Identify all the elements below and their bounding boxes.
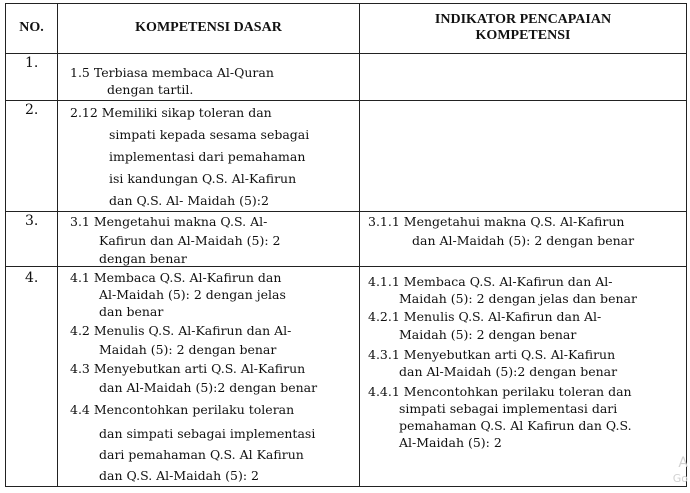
table-border-bottom	[5, 486, 687, 487]
row-4-ind-line-4: Maidah (5): 2 dengan benar	[399, 327, 577, 342]
row-4-ind-line-8: simpati sebagai implementasi dari	[399, 401, 618, 416]
row-1-number: 1.	[25, 55, 39, 71]
header-indikator-line-1: INDIKATOR PENCAPAIAN	[434, 12, 612, 27]
column-divider-2	[359, 3, 360, 487]
row-4-kd-line-9: dan simpati sebagai implementasi	[99, 426, 316, 441]
header-no: NO.	[19, 20, 44, 35]
row-divider-1	[5, 100, 687, 101]
table-border-top	[5, 3, 687, 4]
watermark-line-2: Go	[672, 472, 688, 485]
row-2-kd-line-5: dan Q.S. Al- Maidah (5):2	[109, 193, 269, 208]
row-4-ind-line-9: pemahaman Q.S. Al Kafirun dan Q.S.	[399, 418, 632, 433]
row-4-ind-line-5: 4.3.1 Menyebutkan arti Q.S. Al-Kafirun	[368, 347, 616, 362]
table-border-right	[686, 3, 687, 487]
row-3-ind-line-1: 3.1.1 Mengetahui makna Q.S. Al-Kafirun	[368, 214, 625, 229]
row-4-kd-line-11: dan Q.S. Al-Maidah (5): 2	[99, 468, 259, 483]
row-4-number: 4.	[25, 270, 39, 286]
header-kompetensi-dasar: KOMPETENSI DASAR	[135, 20, 282, 35]
row-4-kd-line-1: 4.1 Membaca Q.S. Al-Kafirun dan	[70, 270, 282, 285]
row-4-kd-line-4: 4.2 Menulis Q.S. Al-Kafirun dan Al-	[70, 323, 292, 338]
row-2-kd-line-3: implementasi dari pemahaman	[109, 149, 306, 164]
row-4-kd-line-8: 4.4 Mencontohkan perilaku toleran	[70, 402, 295, 417]
row-3-kd-line-1: 3.1 Mengetahui makna Q.S. Al-	[70, 214, 268, 229]
row-3-ind-line-2: dan Al-Maidah (5): 2 dengan benar	[412, 233, 635, 248]
row-4-kd-line-5: Maidah (5): 2 dengan benar	[99, 342, 277, 357]
row-4-ind-line-2: Maidah (5): 2 dengan jelas dan benar	[399, 291, 637, 306]
row-2-number: 2.	[25, 102, 39, 118]
row-4-kd-line-3: dan benar	[99, 304, 164, 319]
row-3-kd-line-3: dengan benar	[99, 251, 187, 266]
table-border-left	[5, 3, 6, 487]
row-1-kd-line-2: dengan tartil.	[107, 82, 194, 97]
row-4-kd-line-2: Al-Maidah (5): 2 dengan jelas	[99, 287, 286, 302]
row-2-kd-line-2: simpati kepada sesama sebagai	[109, 127, 310, 142]
row-3-number: 3.	[25, 213, 39, 229]
row-2-kd-line-1: 2.12 Memiliki sikap toleran dan	[70, 105, 272, 120]
row-4-kd-line-6: 4.3 Menyebutkan arti Q.S. Al-Kafirun	[70, 361, 306, 376]
row-4-ind-line-7: 4.4.1 Mencontohkan perilaku toleran dan	[368, 384, 632, 399]
row-1-kd-line-1: 1.5 Terbiasa membaca Al-Quran	[70, 65, 274, 80]
watermark-line-1: A	[678, 455, 688, 471]
row-4-kd-line-7: dan Al-Maidah (5):2 dengan benar	[99, 380, 318, 395]
row-4-kd-line-10: dari pemahaman Q.S. Al Kafirun	[99, 447, 304, 462]
header-divider	[5, 53, 687, 54]
row-2-kd-line-4: isi kandungan Q.S. Al-Kafirun	[109, 171, 297, 186]
header-indikator-line-2: KOMPETENSI	[475, 28, 571, 43]
row-4-ind-line-3: 4.2.1 Menulis Q.S. Al-Kafirun dan Al-	[368, 309, 602, 324]
row-4-ind-line-1: 4.1.1 Membaca Q.S. Al-Kafirun dan Al-	[368, 274, 613, 289]
row-4-ind-line-10: Al-Maidah (5): 2	[399, 435, 502, 450]
row-3-kd-line-2: Kafirun dan Al-Maidah (5): 2	[99, 233, 281, 248]
column-divider-1	[57, 3, 58, 487]
row-4-ind-line-6: dan Al-Maidah (5):2 dengan benar	[399, 364, 618, 379]
